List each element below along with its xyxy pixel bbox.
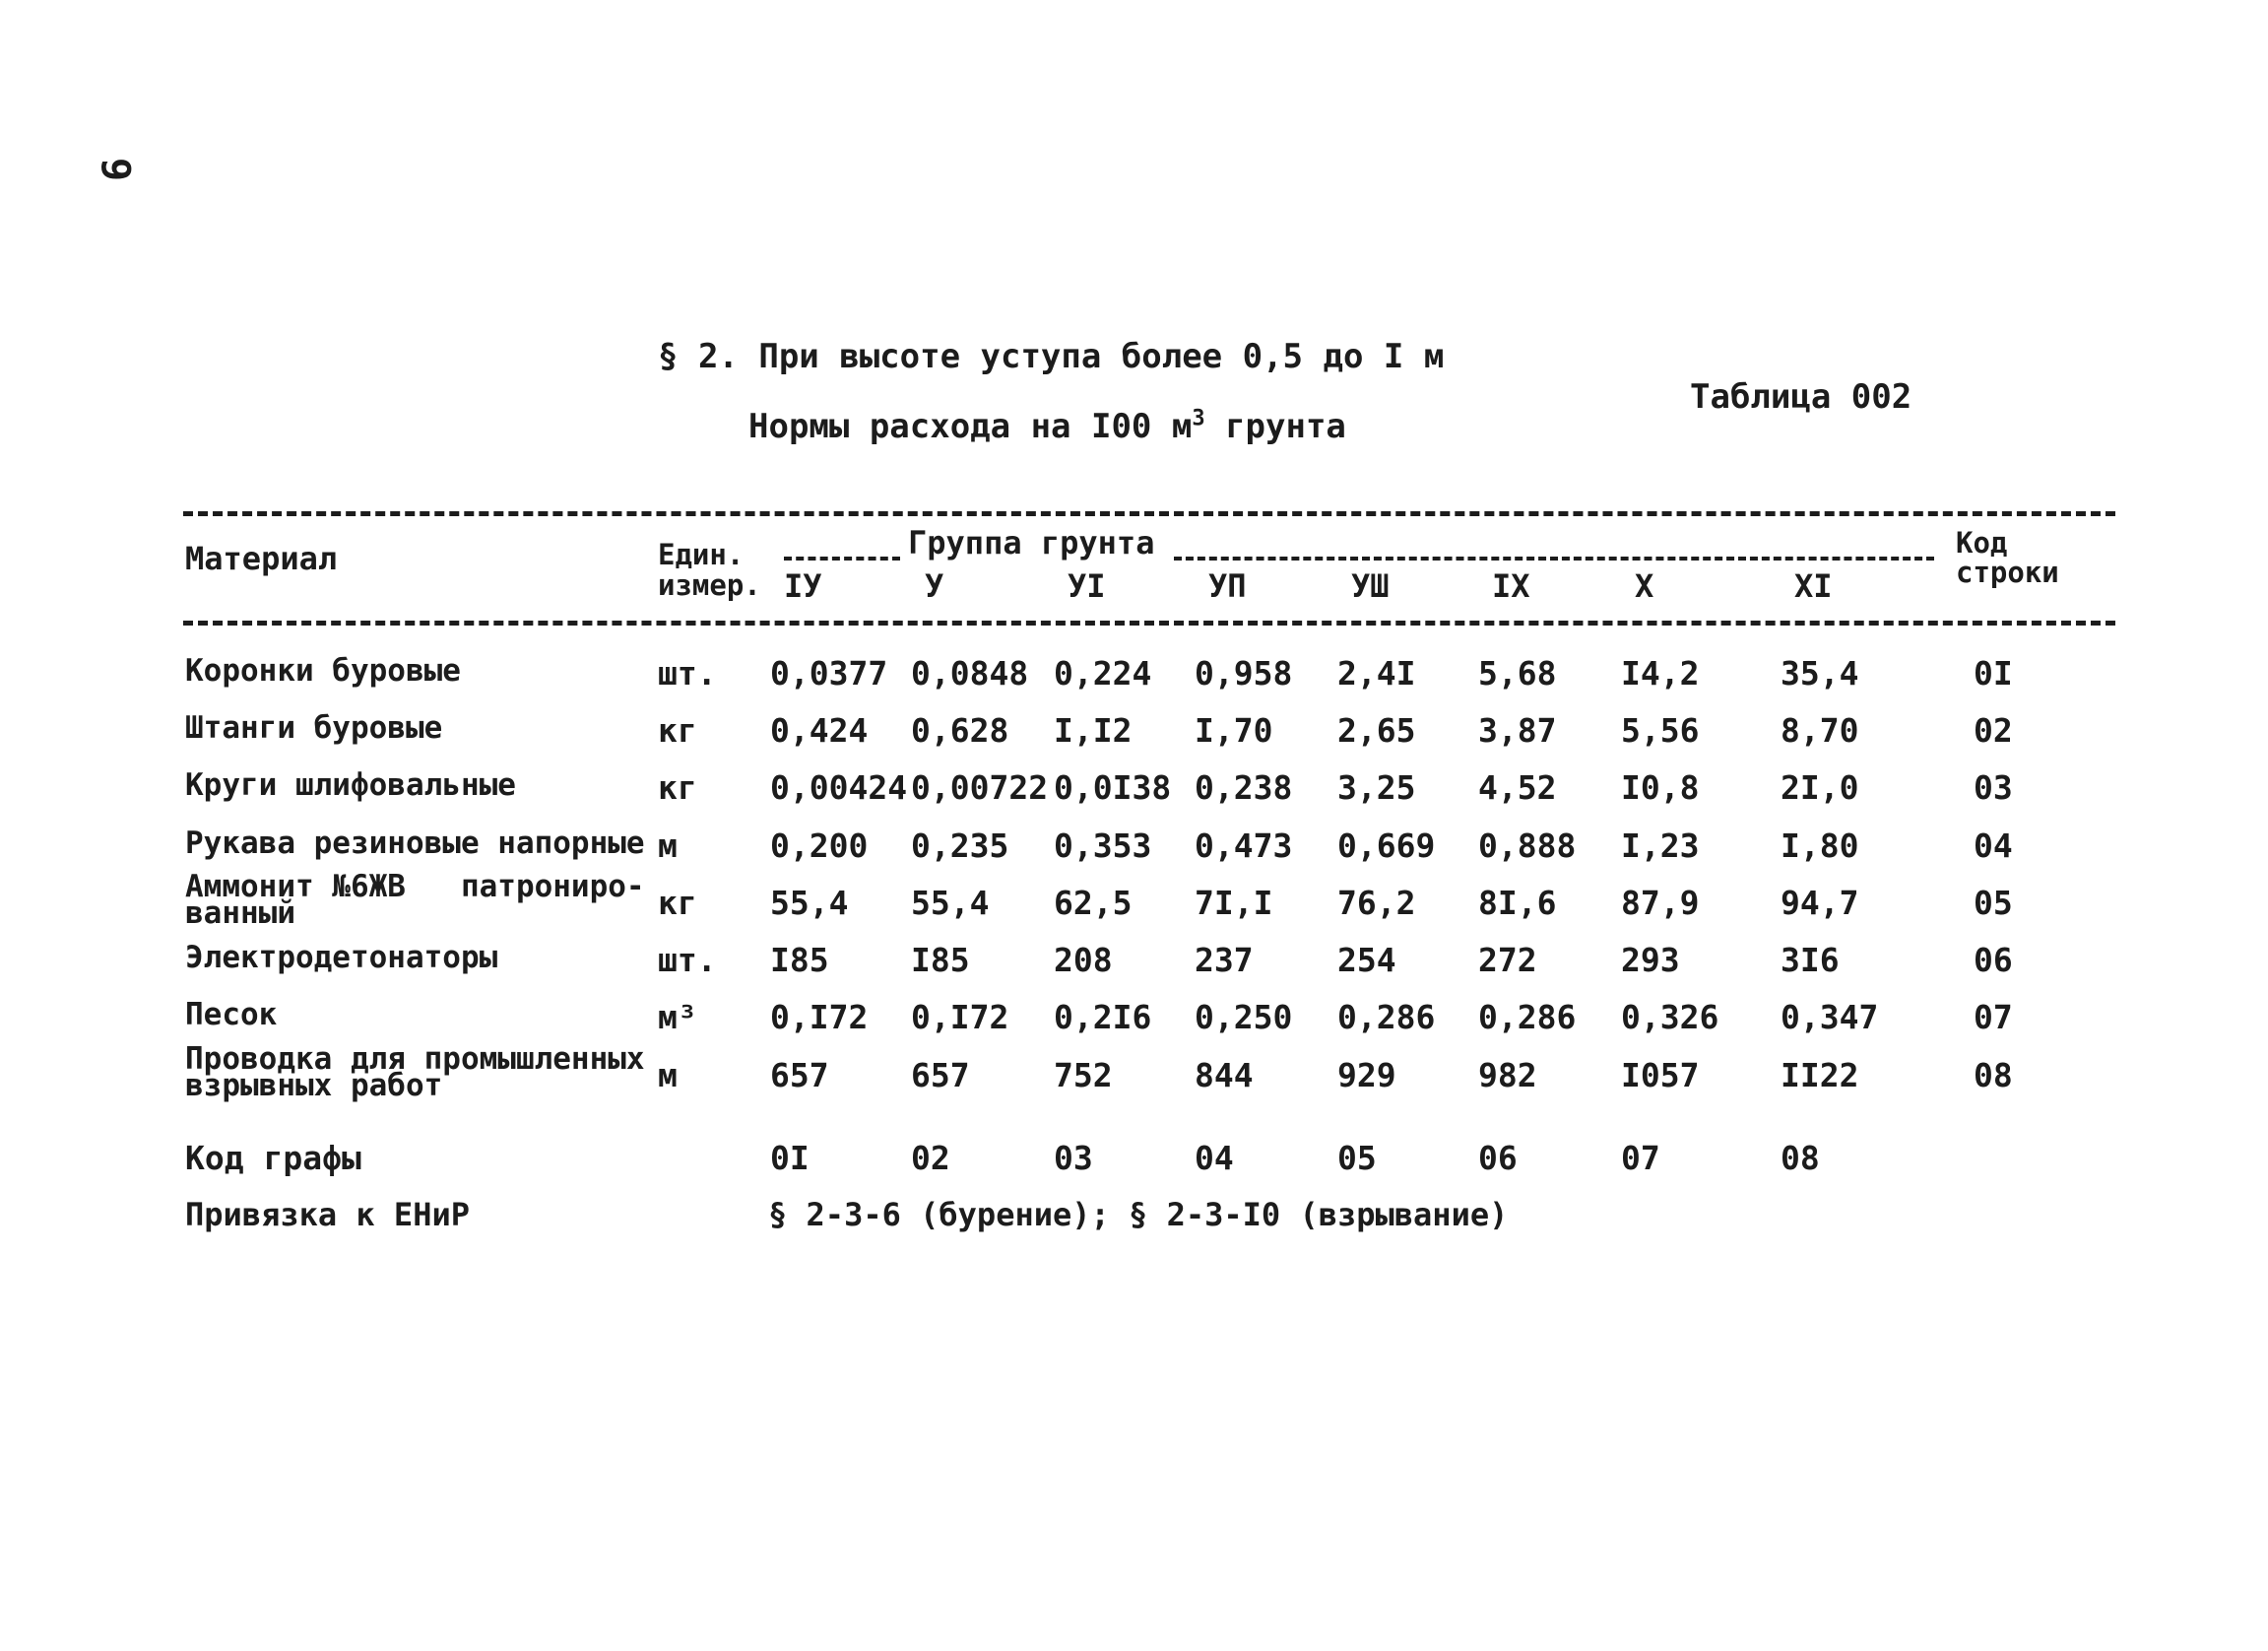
- material-line: Круги шлифовальные: [185, 767, 516, 803]
- material-line: Рукава резиновые напорные: [185, 826, 645, 861]
- row-7-code: 07: [1974, 998, 2013, 1036]
- row-8-value-5: 929: [1337, 1056, 1396, 1094]
- row-8-value-1: 657: [770, 1056, 829, 1094]
- header-group-1: IУ: [784, 567, 822, 605]
- row-8-value-8: II22: [1781, 1056, 1859, 1094]
- footer-binding-text: § 2-3-6 (бурение); § 2-3-I0 (взрывание): [768, 1196, 1509, 1233]
- row-2-unit: кг: [658, 711, 697, 750]
- header-group-7: X: [1635, 567, 1654, 605]
- row-2-value-7: 5,56: [1621, 711, 1700, 750]
- row-1-value-2: 0,0848: [911, 654, 1029, 693]
- column-code-2: 02: [911, 1139, 950, 1177]
- row-7-value-4: 0,250: [1195, 998, 1293, 1036]
- material-line: Проводка для промышленных: [185, 1041, 645, 1077]
- row-8-material: [185, 1041, 645, 1103]
- row-5-value-4: 7I,I: [1195, 884, 1273, 922]
- row-6-value-1: I85: [770, 941, 829, 979]
- row-8-unit: м: [658, 1056, 678, 1094]
- row-6-value-6: 272: [1478, 941, 1537, 979]
- row-8-value-3: 752: [1054, 1056, 1113, 1094]
- row-5-value-5: 76,2: [1337, 884, 1416, 922]
- row-3-value-7: I0,8: [1621, 768, 1700, 807]
- row-8-value-6: 982: [1478, 1056, 1537, 1094]
- row-3-value-8: 2I,0: [1781, 768, 1859, 807]
- material-line: Штанги буровые: [185, 710, 443, 746]
- row-3-value-1: 0,00424: [770, 768, 908, 807]
- row-6-value-5: 254: [1337, 941, 1396, 979]
- row-6-code: 06: [1974, 941, 2013, 979]
- row-1-value-1: 0,0377: [770, 654, 888, 693]
- row-3-material: [185, 767, 516, 803]
- section-title: § 2. При высоте уступа более 0,5 до I м: [658, 337, 1445, 376]
- row-1-material: [185, 653, 461, 689]
- row-6-value-7: 293: [1621, 941, 1680, 979]
- row-4-value-4: 0,473: [1195, 826, 1293, 865]
- row-3-unit: кг: [658, 768, 697, 807]
- row-5-value-1: 55,4: [770, 884, 849, 922]
- header-unit: [658, 540, 761, 601]
- row-1-value-3: 0,224: [1054, 654, 1152, 693]
- row-5-value-8: 94,7: [1781, 884, 1859, 922]
- row-2-value-1: 0,424: [770, 711, 869, 750]
- table-rule-top: [183, 511, 2115, 516]
- header-group-8: XI: [1794, 567, 1833, 605]
- row-2-value-4: I,70: [1195, 711, 1273, 750]
- row-7-value-3: 0,2I6: [1054, 998, 1152, 1036]
- subtitle-tail: грунта: [1204, 407, 1346, 446]
- group-rule-left: [784, 557, 900, 561]
- row-4-value-7: I,23: [1621, 826, 1700, 865]
- row-6-value-2: I85: [911, 941, 970, 979]
- row-5-value-6: 8I,6: [1478, 884, 1557, 922]
- header-code-line1: Код: [1956, 526, 2008, 560]
- row-2-value-3: I,I2: [1054, 711, 1133, 750]
- row-7-value-8: 0,347: [1781, 998, 1879, 1036]
- footer-binding-label: Привязка к ЕНиР: [185, 1196, 470, 1233]
- row-3-value-2: 0,00722: [911, 768, 1049, 807]
- row-5-code: 05: [1974, 884, 2013, 922]
- row-6-material: [185, 940, 498, 975]
- row-4-code: 04: [1974, 826, 2013, 865]
- table-label: Таблица 002: [1690, 377, 1912, 417]
- row-7-material: [185, 997, 278, 1032]
- column-codes-label: Код графы: [185, 1139, 361, 1177]
- row-2-value-8: 8,70: [1781, 711, 1859, 750]
- row-6-value-3: 208: [1054, 941, 1113, 979]
- row-4-unit: м: [658, 826, 678, 865]
- row-8-value-2: 657: [911, 1056, 970, 1094]
- row-4-material: [185, 826, 645, 861]
- row-5-material: [185, 869, 645, 931]
- row-1-code: 0I: [1974, 654, 2013, 693]
- row-8-value-7: I057: [1621, 1056, 1700, 1094]
- header-unit-line2: измер.: [658, 568, 761, 602]
- header-soil-group: Группа грунта: [908, 524, 1155, 561]
- row-1-value-6: 5,68: [1478, 654, 1557, 693]
- row-3-value-6: 4,52: [1478, 768, 1557, 807]
- column-code-5: 05: [1337, 1139, 1377, 1177]
- row-4-value-8: I,80: [1781, 826, 1859, 865]
- header-code-line2: строки: [1956, 556, 2059, 589]
- row-7-value-2: 0,I72: [911, 998, 1009, 1036]
- row-1-value-7: I4,2: [1621, 654, 1700, 693]
- row-3-value-5: 3,25: [1337, 768, 1416, 807]
- column-code-1: 0I: [770, 1139, 810, 1177]
- row-4-value-2: 0,235: [911, 826, 1009, 865]
- row-6-unit: шт.: [658, 941, 717, 979]
- row-2-value-5: 2,65: [1337, 711, 1416, 750]
- row-7-value-6: 0,286: [1478, 998, 1577, 1036]
- column-code-6: 06: [1478, 1139, 1518, 1177]
- row-1-value-4: 0,958: [1195, 654, 1293, 693]
- table-rule-header: [183, 621, 2115, 626]
- column-code-3: 03: [1054, 1139, 1093, 1177]
- subtitle-text: Нормы расхода на I00 м: [748, 407, 1193, 446]
- group-rule-right: [1174, 557, 1934, 561]
- row-3-code: 03: [1974, 768, 2013, 807]
- subtitle-superscript: 3: [1192, 406, 1205, 431]
- header-group-6: IX: [1492, 567, 1530, 605]
- row-1-value-8: 35,4: [1781, 654, 1859, 693]
- header-unit-line1: Един.: [658, 538, 745, 571]
- row-2-value-2: 0,628: [911, 711, 1009, 750]
- row-6-value-8: 3I6: [1781, 941, 1840, 979]
- row-7-value-1: 0,I72: [770, 998, 869, 1036]
- header-group-4: УП: [1208, 567, 1247, 605]
- material-line: Электродетонаторы: [185, 940, 498, 975]
- material-line: Коронки буровые: [185, 653, 461, 689]
- row-8-code: 08: [1974, 1056, 2013, 1094]
- material-line: Аммонит №6ЖВ патрониро-: [185, 869, 645, 904]
- column-code-8: 08: [1781, 1139, 1820, 1177]
- page-number: 9: [93, 158, 138, 182]
- header-material: Материал: [185, 540, 338, 577]
- row-5-value-7: 87,9: [1621, 884, 1700, 922]
- row-7-value-5: 0,286: [1337, 998, 1436, 1036]
- row-5-unit: кг: [658, 884, 697, 922]
- row-5-value-3: 62,5: [1054, 884, 1133, 922]
- header-group-2: У: [925, 567, 944, 605]
- row-3-value-3: 0,0I38: [1054, 768, 1172, 807]
- row-5-value-2: 55,4: [911, 884, 990, 922]
- header-group-3: УI: [1068, 567, 1106, 605]
- row-1-value-5: 2,4I: [1337, 654, 1416, 693]
- row-7-unit: м³: [658, 998, 697, 1036]
- row-2-material: [185, 710, 443, 746]
- row-4-value-5: 0,669: [1337, 826, 1436, 865]
- row-4-value-3: 0,353: [1054, 826, 1152, 865]
- row-8-value-4: 844: [1195, 1056, 1254, 1094]
- column-code-4: 04: [1195, 1139, 1234, 1177]
- row-1-unit: шт.: [658, 654, 717, 693]
- row-4-value-6: 0,888: [1478, 826, 1577, 865]
- row-3-value-4: 0,238: [1195, 768, 1293, 807]
- header-row-code: [1956, 528, 2059, 587]
- table-subtitle: [748, 407, 1346, 446]
- material-line: Песок: [185, 997, 278, 1032]
- row-4-value-1: 0,200: [770, 826, 869, 865]
- row-7-value-7: 0,326: [1621, 998, 1719, 1036]
- row-2-code: 02: [1974, 711, 2013, 750]
- material-line: ванный: [185, 895, 295, 931]
- row-6-value-4: 237: [1195, 941, 1254, 979]
- header-group-5: УШ: [1351, 567, 1390, 605]
- row-2-value-6: 3,87: [1478, 711, 1557, 750]
- column-code-7: 07: [1621, 1139, 1660, 1177]
- material-line: взрывных работ: [185, 1068, 443, 1103]
